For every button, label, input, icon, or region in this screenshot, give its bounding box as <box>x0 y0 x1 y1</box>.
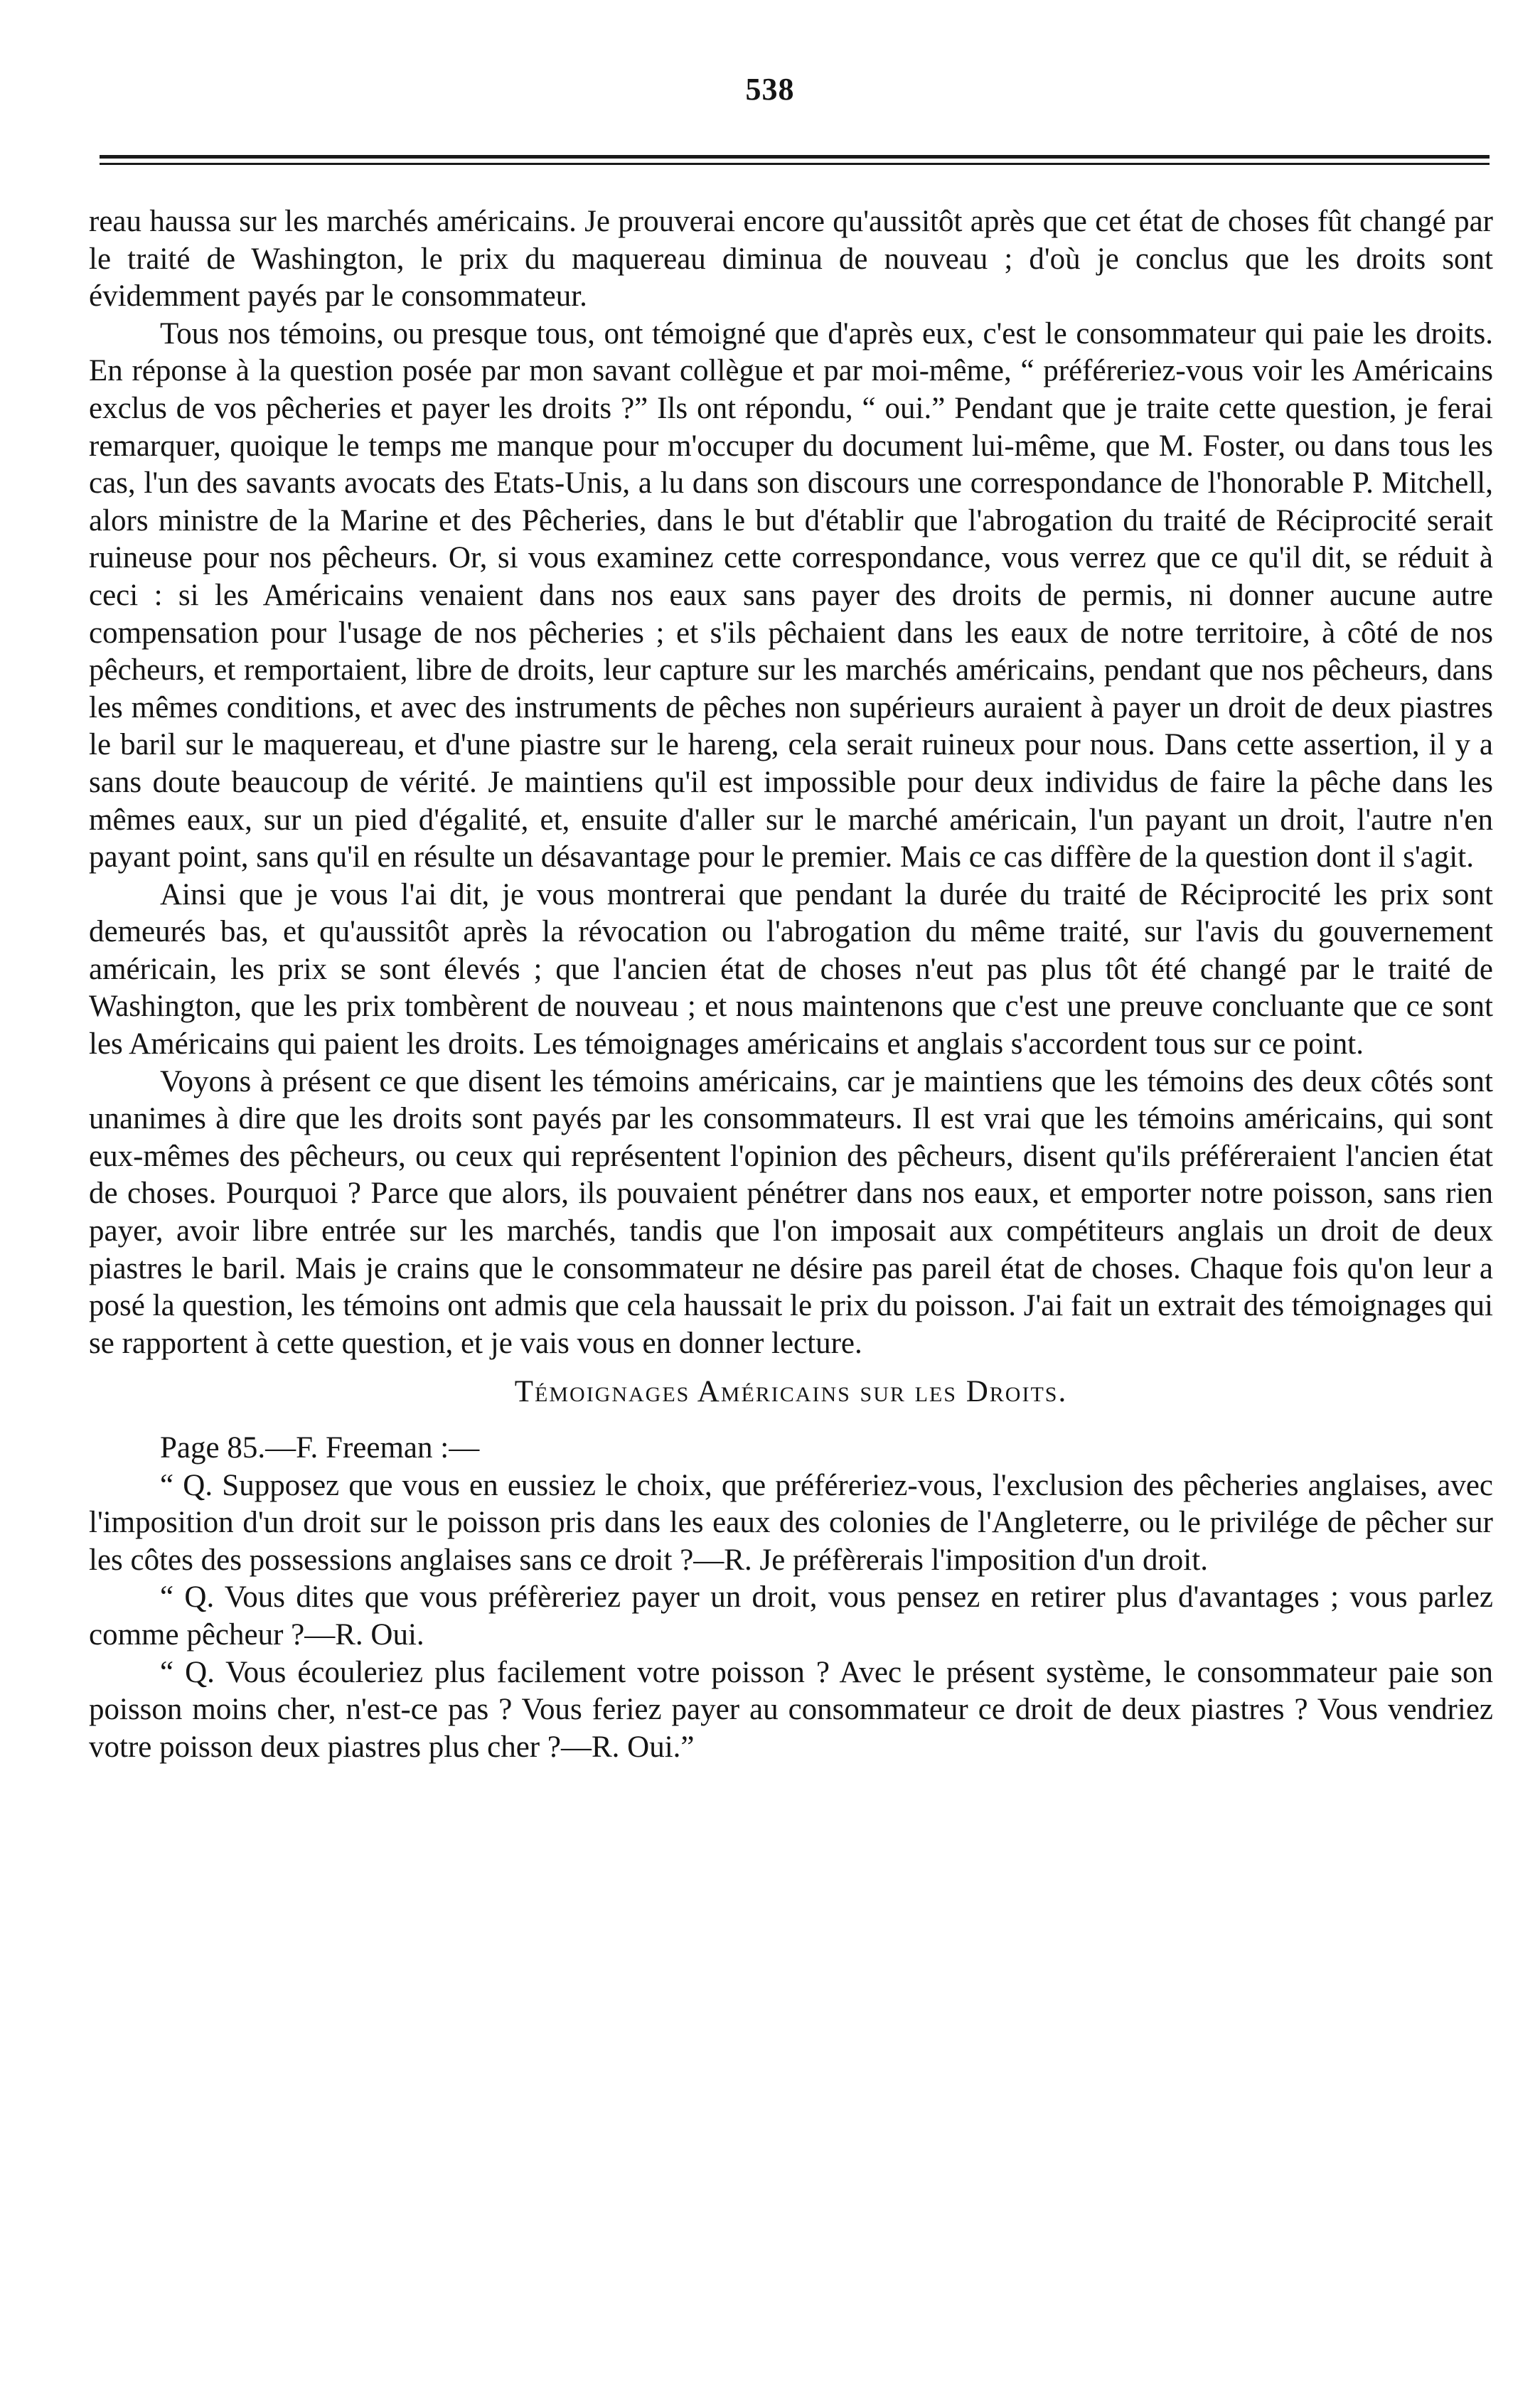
quote-paragraph: “ Q. Vous dites que vous préfèreriez payer un droit, vous pensez en retirer plus d'avantages ; vous parlez comme pêcheur ?—R. Oui. <box>89 1580 1493 1652</box>
paragraph: Ainsi que je vous l'ai dit, je vous montrerai que pendant la durée du traité de Réciprocité les prix sont demeurés bas, et qu'aussitôt après la révocation ou l'abrogation du même traité, sur l'avis du gouvernement américain, les prix se sont élevés ; que l'ancien état de choses n'eut pas plus tôt été changé par le traité de Washington, que les prix tombèrent de nouveau ; et nous maintenons que c'est une preuve concluante que ce sont les Américains qui paient les droits. Les témoignages américains et anglais s'accordent tous sur ce point. <box>89 877 1493 1061</box>
paragraph: Tous nos témoins, ou presque tous, ont témoigné que d'après eux, c'est le consommateur qui paie les droits. En réponse à la question posée par mon savant collègue et par moi-même, “ préféreriez-vous voir les Américains exclus de vos pêcheries et payer les droits ?” Ils ont répondu, “ oui.” Pendant que je traite cette question, je ferai remarquer, quoique le temps me manque pour m'occuper du document lui-même, que M. Foster, ou dans tous les cas, l'un des savants avocats des Etats-Unis, a lu dans son discours une correspondance de l'honorable P. Mitchell, alors ministre de la Marine et des Pêcheries, dans le but d'établir que l'abrogation du traité de Réciprocité serait ruineuse pour nos pêcheurs. Or, si vous examinez cette correspondance, vous verrez que ce qu'il dit, se réduit à ceci : si les Américains venaient dans nos eaux sans payer des droits de permis, ni donner aucune autre compensation pour l'usage de nos pêcheries ; et s'ils pêchaient dans les eaux de notre territoire, à côté de nos pêcheurs, et remportaient, libre de droits, leur capture sur les marchés américains, pendant que nos pêcheurs, dans les mêmes conditions, et avec des instruments de pêches non supérieurs auraient à payer un droit de deux piastres le baril sur le maquereau, et d'une piastre sur le hareng, cela serait ruineux pour nous. Dans cette assertion, il y a sans doute beaucoup de vérité. Je maintiens qu'il est impossible pour deux individus de faire la pêche dans les mêmes eaux, sur un pied d'égalité, et, ensuite d'aller sur le marché américain, l'un payant un droit, l'autre n'en payant point, sans qu'il en résulte un désavantage pour le premier. Mais ce cas diffère de la question dont il s'agit. <box>89 316 1493 874</box>
quote-paragraph: “ Q. Supposez que vous en eussiez le choix, que préféreriez-vous, l'exclusion des pêcheries anglaises, avec l'imposition d'un droit sur le poisson pris dans les eaux des colonies de l'Angleterre, ou le privilége de pêcher sur les côtes des possessions anglaises sans ce droit ?—R. Je préfèrerais l'imposition d'un droit. <box>89 1468 1493 1577</box>
page-number: 538 <box>745 72 795 107</box>
header-rule-top <box>100 155 1490 159</box>
header-rule-bottom <box>100 163 1490 165</box>
page-reference: Page 85.—F. Freeman :— <box>160 1431 480 1465</box>
section-heading: Témoignages Américains sur les Droits. <box>514 1375 1068 1409</box>
quote-paragraph: “ Q. Vous écouleriez plus facilement votre poisson ? Avec le présent système, le consommateur paie son poisson moins cher, n'est-ce pas ? Vous feriez payer au consommateur ce droit de deux piastres ? Vous vendriez votre poisson deux piastres plus cher ?—R. Oui.” <box>89 1655 1493 1764</box>
body-text <box>89 203 1493 1766</box>
paragraph: Voyons à présent ce que disent les témoins américains, car je maintiens que les témoins des deux côtés sont unanimes à dire que les droits sont payés par les consommateurs. Il est vrai que les témoins américains, qui sont eux-mêmes des pêcheurs, ou ceux qui représentent l'opinion des pêcheurs, disent qu'ils préféreraient l'ancien état de choses. Pourquoi ? Parce que alors, ils pouvaient pénétrer dans nos eaux, et emporter notre poisson, sans rien payer, avoir libre entrée sur les marchés, tandis que l'on imposait aux compétiteurs anglais un droit de deux piastres le baril. Mais je crains que le consommateur ne désire pas pareil état de choses. Chaque fois qu'on leur a posé la question, les témoins ont admis que cela haussait le prix du poisson. J'ai fait un extrait des témoignages qui se rapportent à cette question, et je vais vous en donner lecture. <box>89 1064 1493 1360</box>
paragraph-continuation: reau haussa sur les marchés américains. Je prouverai encore qu'aussitôt après que cet état de choses fût changé par le traité de Washington, le prix du maquereau diminua de nouveau ; d'où je conclus que les droits sont évidemment payés par le consommateur. <box>89 205 1493 314</box>
